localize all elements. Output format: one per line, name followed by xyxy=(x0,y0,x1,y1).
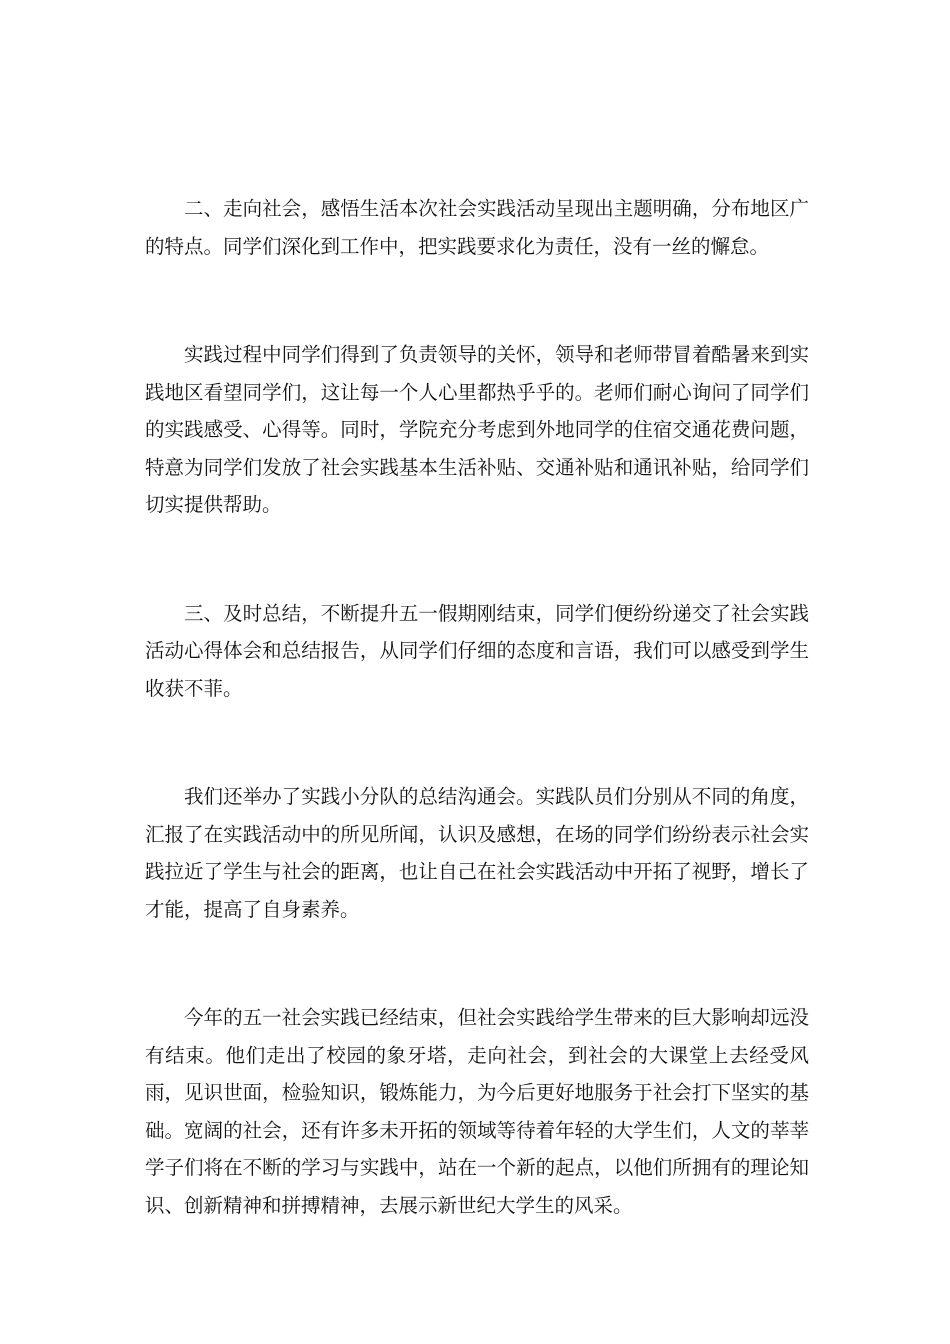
paragraph-timely-summary: 三、及时总结，不断提升五一假期刚结束，同学们便纷纷递交了社会实践活动心得体会和总结报告，从同学们仔细的态度和言语，我们可以感受到学生收获不菲。 xyxy=(145,601,809,700)
paragraph-conclusion: 今年的五一社会实践已经结束，但社会实践给学生带来的巨大影响却远没有结束。他们走出了校园的象牙塔，走向社会，到社会的大课堂上去经受风雨，见识世面，检验知识，锻炼能力，为今后更好地服务于社会打下坚实的基础。宽阔的社会，还有许多未开拓的领域等待着年轻的大学生们，人文的莘莘学子们将在不断的学习与实践中，站在一个新的起点，以他们所拥有的理论知识、创新精神和拼搏精神，去展示新世纪大学生的风采。 xyxy=(145,1006,809,1217)
paragraph-social-practice-intro: 二、走向社会，感悟生活本次社会实践活动呈现出主题明确，分布地区广的特点。同学们深化到工作中，把实践要求化为责任，没有一丝的懈怠。 xyxy=(145,197,809,258)
paragraph-team-meeting: 我们还举办了实践小分队的总结沟通会。实践队员们分别从不同的角度，汇报了在实践活动中的所见所闻，认识及感想，在场的同学们纷纷表示社会实践拉近了学生与社会的距离，也让自己在社会实践活动中开拓了视野，增长了才能，提高了自身素养。 xyxy=(145,785,809,921)
document-body xyxy=(145,190,809,1224)
paragraph-spacer xyxy=(145,707,809,778)
paragraph-spacer xyxy=(145,524,809,595)
paragraph-leader-care: 实践过程中同学们得到了负责领导的关怀，领导和老师带冒着酷暑来到实践地区看望同学们，这让每一个人心里都热乎乎的。老师们耐心询问了同学们的实践感受、心得等。同时，学院充分考虑到外地同学的住宿交通花费问题，特意为同学们发放了社会实践基本生活补贴、交通补贴和通讯补贴，给同学们切实提供帮助。 xyxy=(145,343,809,516)
paragraph-spacer xyxy=(145,928,809,999)
paragraph-spacer xyxy=(145,265,809,336)
